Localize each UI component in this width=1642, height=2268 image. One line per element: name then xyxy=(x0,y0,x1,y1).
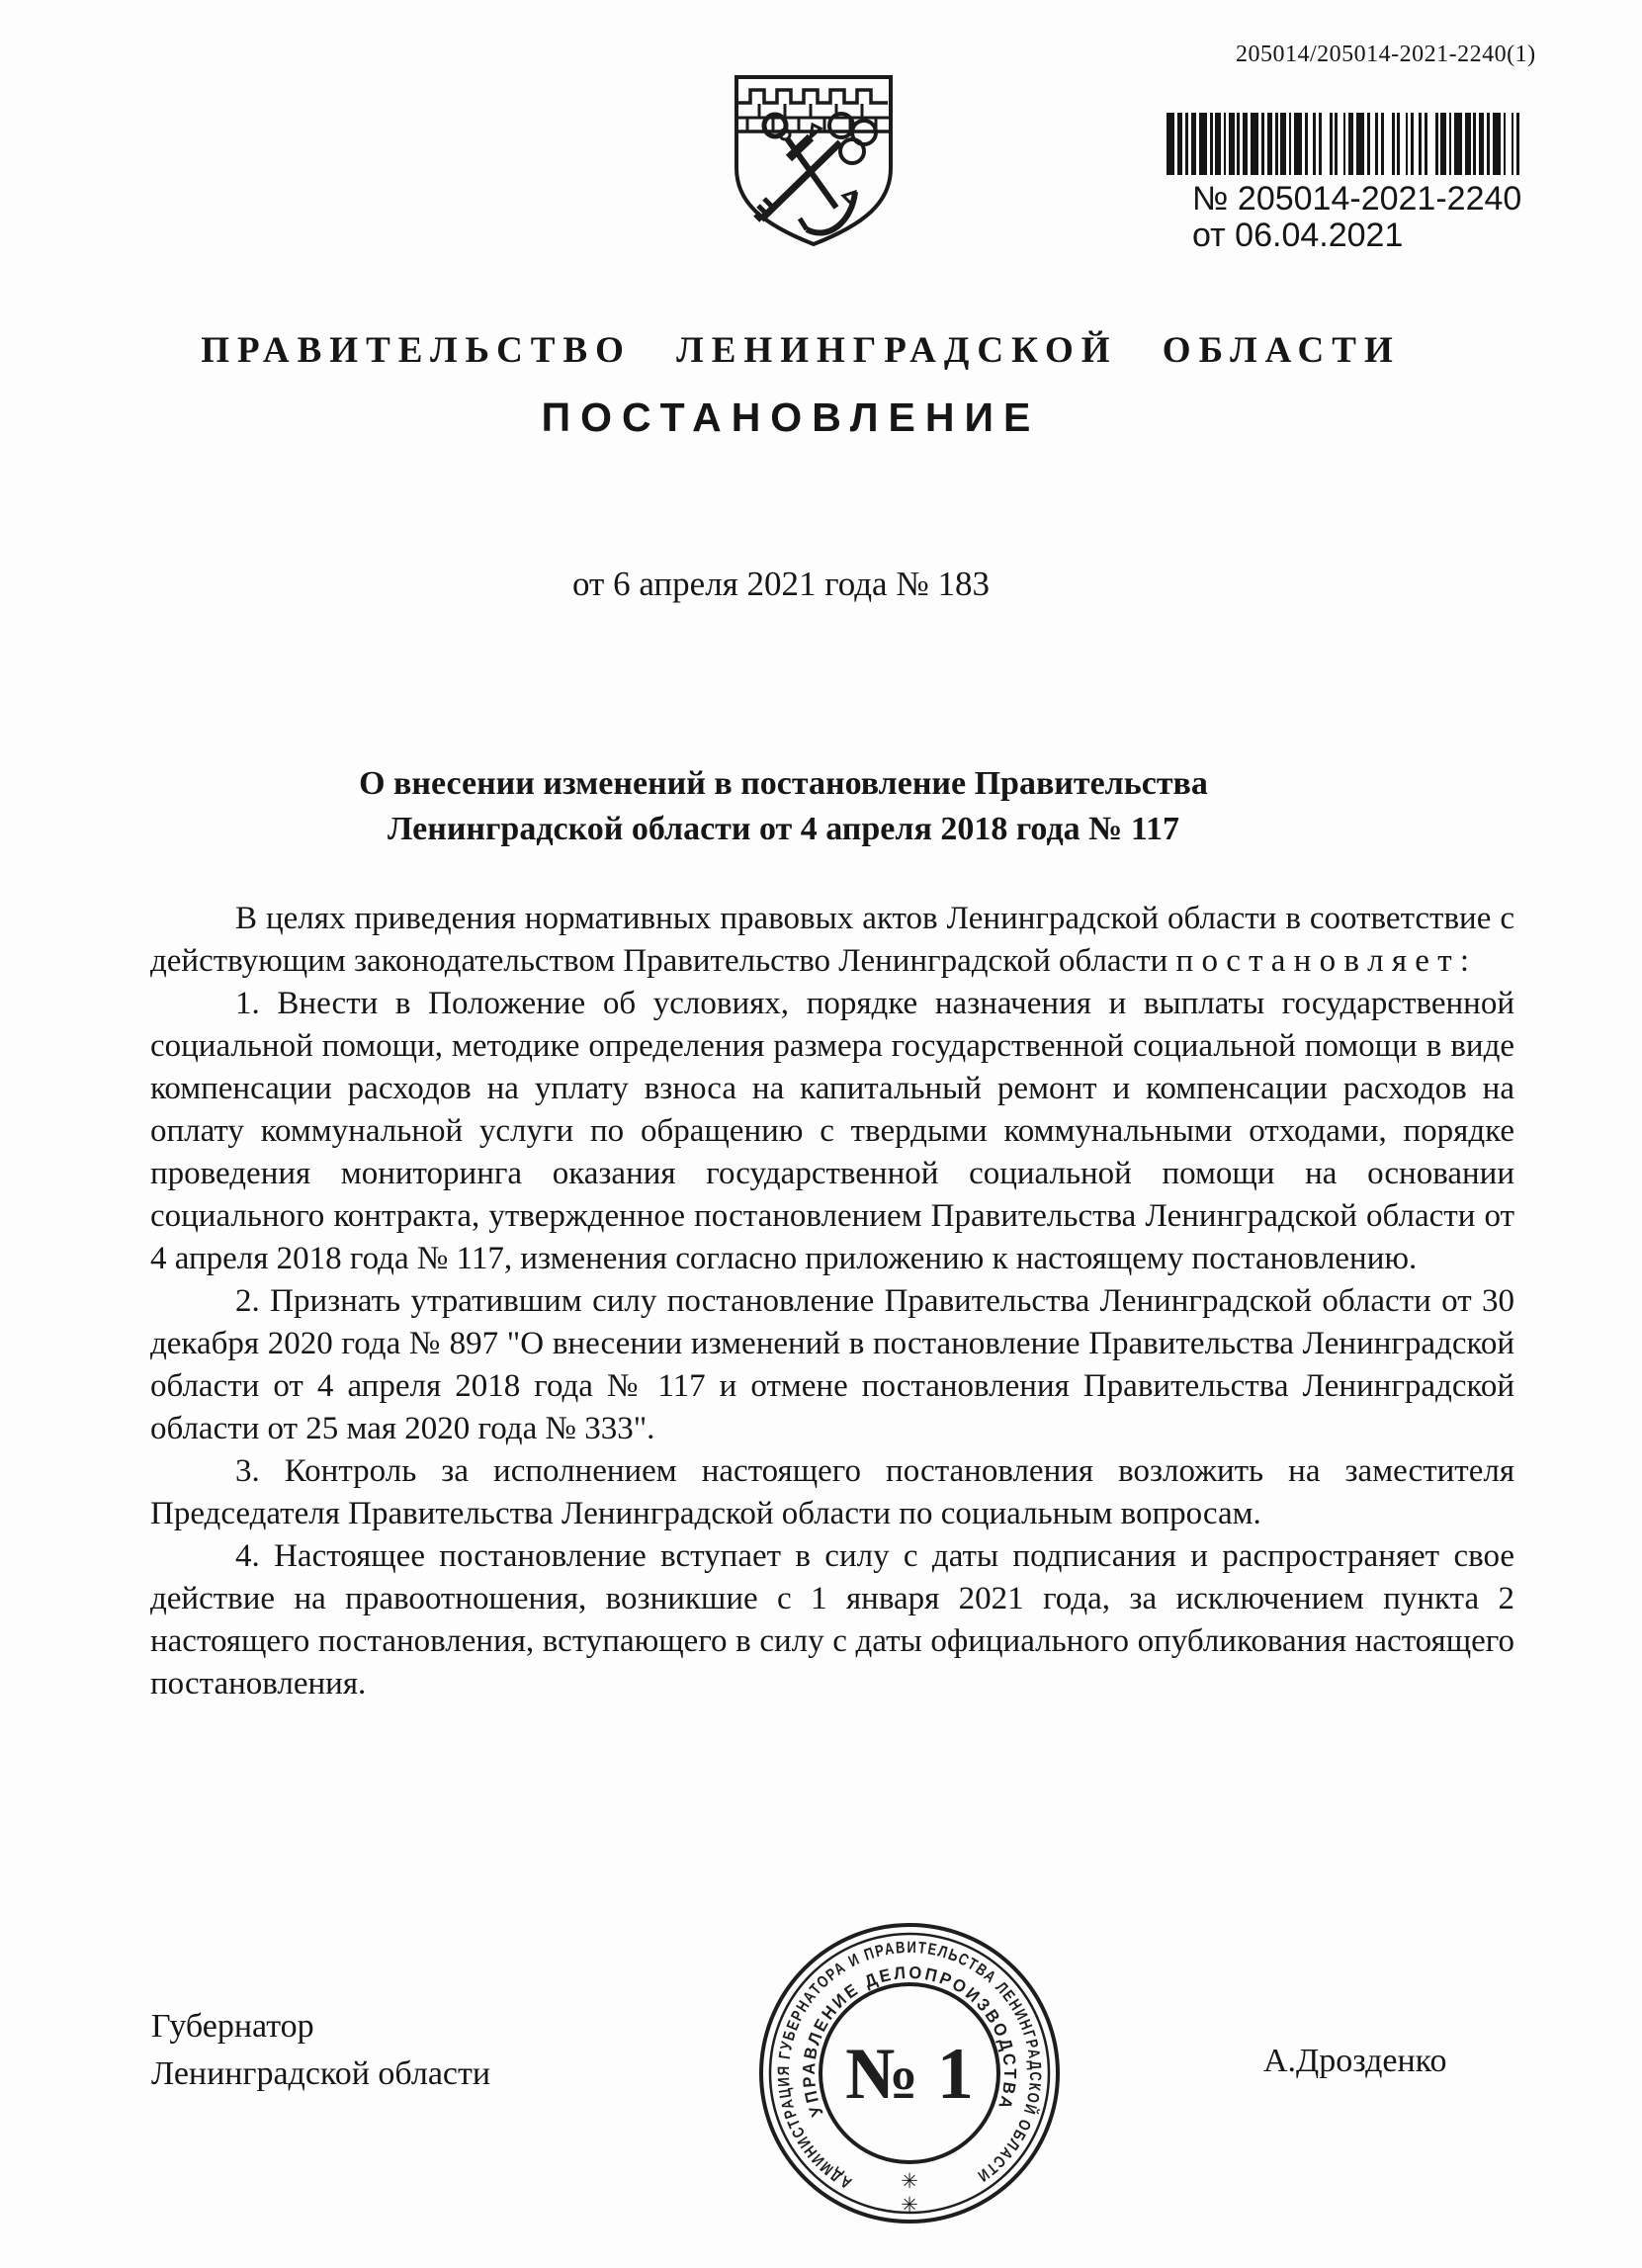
barcode-date: от 06.04.2021 xyxy=(1192,217,1404,254)
official-round-stamp xyxy=(749,1913,1070,2233)
signature-post-line-2: Ленинградской области xyxy=(151,2055,491,2092)
paragraph-4: 4. Настоящее постановление вступает в силу с даты подписания и распространяет свое действие на правоотношения, возникшие с 1 января 2021 года, за исключением пункта 2 настоящего постановления, вступающего в силу с даты официального опубликования настоящего постановления. xyxy=(150,1538,1514,1701)
stamp-star-icon: ✳ xyxy=(901,2169,918,2193)
paragraph-1: 1. Внести в Положение об условиях, порядке назначения и выплаты государственной социальной помощи, методике определения размера государственной социальной помощи в виде компенсации расходов на уплату взноса на капитальный ремонт и компенсации расходов на оплату коммунальной услуги по обращению с твердыми коммунальными отходами, порядке проведения мониторинга оказания государственной социальной помощи на основании социального контракта, утвержденное постановлением Правительства Ленинградской области от 4 апреля 2018 года № 117, изменения согласно приложению к настоящему постановлению. xyxy=(150,986,1514,1276)
stamp-center-number: № 1 xyxy=(845,2034,974,2115)
body-text xyxy=(150,898,1514,1705)
signature-post xyxy=(151,2003,490,2098)
barcode-number: № 205014-2021-2240 xyxy=(1192,180,1522,218)
authority-title: ПРАВИТЕЛЬСТВО ЛЕНИНГРАДСКОЙ ОБЛАСТИ xyxy=(201,330,1401,371)
paragraph-2: 2. Признать утратившим силу постановление Правительства Ленинградской области от 30 декабря 2020 года № 897 "О внесении изменений в постановление Правительства Ленинградской области от 4 апреля 2018 года № 117 и отмене постановления Правительства Ленинградской области от 25 мая 2020 года № 333". xyxy=(150,1283,1514,1446)
stamp-star-icon: ✳ xyxy=(901,2193,918,2217)
document-type-title: ПОСТАНОВЛЕНИЕ xyxy=(541,394,1041,440)
paragraph-preamble: В целях приведения нормативных правовых актов Ленинградской области в соответствие с действующим законодательством Правительство Ленинградской области п о с т а н о в л я е т : xyxy=(150,901,1514,979)
subject-line-2: Ленинградской области от 4 апреля 2018 года № 117 xyxy=(388,811,1179,847)
stamp-outer-ring-text: АДМИНИСТРАЦИЯ ГУБЕРНАТОРА И ПРАВИТЕЛЬСТВА ЛЕНИНГРАДСКОЙ ОБЛАСТИ xyxy=(774,1938,1045,2192)
subject-heading xyxy=(143,761,1424,852)
signature-post-line-1: Губернатор xyxy=(151,2008,314,2045)
barcode xyxy=(1167,113,1519,175)
document-id-header: 205014/205014-2021-2240(1) xyxy=(1236,42,1536,67)
stamp-inner-ring-text: УПРАВЛЕНИЕ ДЕЛОПРОИЗВОДСТВА xyxy=(798,1962,1021,2120)
date-number-line: от 6 апреля 2021 года № 183 xyxy=(572,565,990,603)
subject-line-1: О внесении изменений в постановление Правительства xyxy=(359,765,1208,802)
coat-of-arms-leningrad-oblast-icon xyxy=(730,71,898,251)
paragraph-3: 3. Контроль за исполнением настоящего постановления возложить на заместителя Председателя Правительства Ленинградской области по социальным вопросам. xyxy=(150,1453,1514,1531)
signature-name: А.Дрозденко xyxy=(1263,2043,1447,2079)
